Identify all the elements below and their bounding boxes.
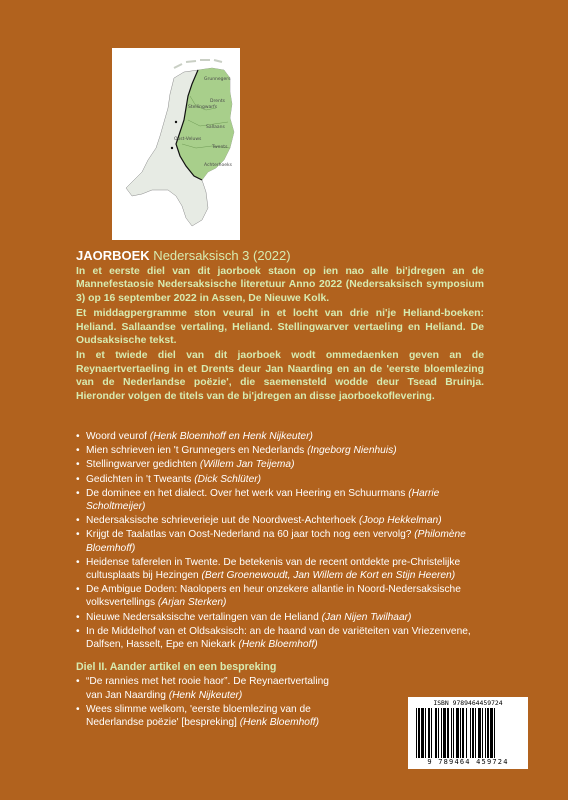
- barcode-digits: 9 789464 459724: [427, 758, 509, 766]
- barcode-bar: [485, 708, 486, 758]
- barcode-bar: [431, 708, 432, 758]
- table-of-contents: [76, 430, 486, 730]
- barcode-bar: [443, 708, 446, 758]
- map-label-drents: Drents: [210, 99, 225, 104]
- barcode-bar: [438, 708, 439, 758]
- map-label-oost-veluws: Oost-Veluws: [174, 137, 202, 142]
- contents-part1-list: [76, 430, 486, 651]
- barcode-bar: [447, 708, 449, 758]
- list-item: • De dominee en het dialect. Over het werk van Heering en Schuurmans (Harrie Scholtmeijer): [76, 487, 486, 513]
- barcode-bar: [487, 708, 489, 758]
- map-islands: [174, 60, 222, 68]
- list-item: • Nedersaksische schrieverieje uut de Noordwest-Achterhoek (Joop Hekkelman): [76, 514, 486, 527]
- barcode-bar: [451, 708, 452, 758]
- barcode-bar: [472, 708, 474, 758]
- map-label-twents: Twents: [212, 145, 228, 150]
- barcode-bar: [416, 708, 417, 758]
- isbn-barcode: [408, 697, 528, 769]
- barcode-bar: [482, 708, 483, 758]
- barcode-bar: [418, 708, 420, 758]
- barcode-bar: [453, 708, 454, 758]
- intro-paragraph: In et eerste diel van dit jaorboek staon op ien nao alle bi'jdregen an de Mannefestaosie Nedersaksische literetuur Anno 2022 (Nedersaksisch symposium 3) op 16 september 2022 in Assen, De Nieuwe Kolk.: [76, 266, 484, 304]
- barcode-bar: [475, 708, 476, 758]
- barcode-bar: [460, 708, 461, 758]
- barcode-bar: [425, 708, 426, 758]
- list-item: • Mien schrieven ien 't Grunnegers en Nederlands (Ingeborg Nienhuis): [76, 444, 486, 457]
- intro-block: [76, 248, 484, 405]
- list-item: • Krijgt de Taalatlas van Oost-Nederland na 60 jaar toch nog een vervolg? (Philomène Bloemhoff): [76, 528, 486, 554]
- list-item: • In de Middelhof van et Oldsaksisch: an de haand van de variëteiten van Vriezenvene, Dalfsen, Hasselt, Epe en Niekark (Henk Bloemhoff): [76, 625, 486, 651]
- intro-paragraph: Et middagpergramme ston veural in et locht van drie ni'je Heliand-boeken: Heliand. Sallaandse vertaling, Heliand. Stellingwarver vertaeling en Heliand. De Oudsaksische tekst.: [76, 308, 484, 347]
- barcode-bar: [456, 708, 459, 758]
- part2-heading: Diel II. Aander artikel en een bespreking: [76, 661, 277, 674]
- list-item: • Nieuwe Nedersaksische vertalingen van de Heliand (Jan Nijen Twilhaar): [76, 611, 486, 624]
- map-label-sallaans: Sallaans: [206, 125, 225, 130]
- list-item: • “De rannies met het rooie haor”. De Reynaertvertaling van Jan Naarding (Henk Nijkeuter): [76, 675, 346, 701]
- list-item: • Heidense taferelen in Twente. De betekenis van de recent ontdekte pre-Christelijke cultusplaats bij Hezingen (Bert Groenewoudt, Jan Willem de Kort en Stijn Heeren): [76, 556, 486, 582]
- barcode-bar: [421, 708, 424, 758]
- barcode-bar: [494, 708, 495, 758]
- barcode-bar: [462, 708, 464, 758]
- barcode-bar: [490, 708, 493, 758]
- map-label-stellingwarfs: Stellingwarfs: [188, 105, 218, 110]
- map-svg: [112, 48, 240, 240]
- barcode-bars: [414, 708, 522, 758]
- barcode-bar: [428, 708, 430, 758]
- isbn-label: ISBN 9789464459724: [433, 699, 503, 707]
- netherlands-map: [112, 48, 240, 240]
- barcode-bar: [441, 708, 442, 758]
- contents-part2-list: [76, 675, 346, 729]
- list-item: • Wees slimme welkom, 'eerste bloemlezing van de Nederlandse poëzie' [bespreking] (Henk Bloemhoff): [76, 703, 346, 729]
- list-item: • Gedichten in 't Tweants (Dick Schlüter): [76, 473, 486, 486]
- map-label-achterhoeks: Achterhoeks: [204, 163, 232, 168]
- list-item: • Stellingwarver gedichten (Willem Jan Teijema): [76, 458, 486, 471]
- book-title-rest: Nedersaksisch 3 (2022): [149, 248, 291, 263]
- map-label-grunnegers: Grunnegers: [204, 77, 231, 82]
- barcode-bar: [435, 708, 437, 758]
- list-item: • De Ambigue Doden: Naolopers en heur onzekere allantie in Noord-Nedersaksische volksvertellings (Arjan Sterken): [76, 583, 486, 609]
- barcode-bar: [466, 708, 467, 758]
- barcode-bar: [470, 708, 471, 758]
- list-item: • Woord veurof (Henk Bloemhoff en Henk Nijkeuter): [76, 430, 486, 443]
- barcode-bar: [478, 708, 481, 758]
- book-title-bold: JAORBOEK: [76, 248, 150, 263]
- intro-paragraph: In et twiede diel van dit jaorboek wodt ommedaenken geven an de Reynaertvertaeling in et Drents deur Jan Naarding en an de 'eerste bloemlezing van de Nederlandse poëzie', die saemensteld wodde deur Tsead Bruinja. Hieronder volgen de titels van de bi'jdregen an disse jaorboekoflevering.: [76, 350, 484, 402]
- book-title: [76, 248, 484, 264]
